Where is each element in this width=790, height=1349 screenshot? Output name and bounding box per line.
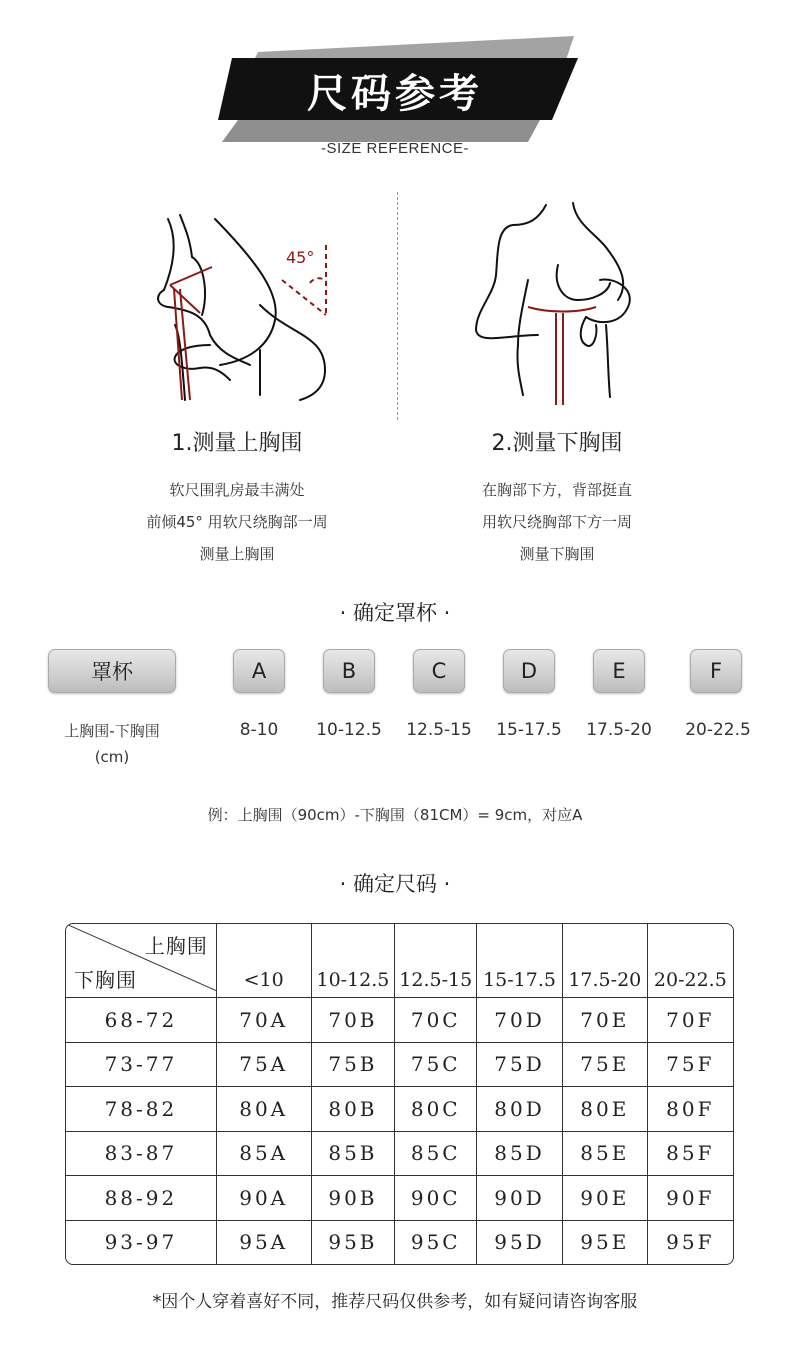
table-row — [66, 1042, 733, 1087]
size-cell: 85E — [562, 1131, 647, 1176]
step-2-line: 用软尺绕胸部下方一周 — [481, 513, 632, 531]
table-row — [66, 1087, 733, 1132]
row-header: 78-82 — [66, 1087, 216, 1132]
page-subtitle: -SIZE REFERENCE- — [320, 140, 469, 157]
size-cell: 75C — [395, 1042, 477, 1087]
size-cell: 85D — [477, 1131, 563, 1176]
cup-section-heading: · 确定罩杯 · — [339, 601, 451, 625]
illustration-divider — [397, 192, 398, 420]
size-cell: 80F — [647, 1087, 733, 1132]
size-cell: 95C — [395, 1220, 477, 1264]
banner-gray-lower-strip — [222, 120, 540, 142]
row-header: 68-72 — [66, 998, 216, 1043]
size-cell: 95E — [562, 1220, 647, 1264]
size-cell: 80D — [477, 1087, 563, 1132]
size-cell: 70F — [647, 998, 733, 1043]
size-cell: 70B — [311, 998, 395, 1043]
size-cell: 90A — [216, 1176, 311, 1221]
table-header-row — [66, 924, 733, 998]
cup-e-range: 17.5-20 — [586, 720, 652, 740]
size-cell: 90C — [395, 1176, 477, 1221]
table-row — [66, 1131, 733, 1176]
size-cell: 70A — [216, 998, 311, 1043]
size-cell: 70C — [395, 998, 477, 1043]
size-cell: 70D — [477, 998, 563, 1043]
column-header: 20-22.5 — [647, 924, 733, 998]
cup-row-label-unit: (cm) — [94, 748, 130, 766]
front-view-figure — [468, 185, 648, 405]
size-cell: 95F — [647, 1220, 733, 1264]
cup-a-range: 8-10 — [239, 720, 279, 740]
size-cell: 90E — [562, 1176, 647, 1221]
table-corner-cell — [66, 924, 216, 998]
step-2-line: 在胸部下方，背部挺直 — [481, 481, 632, 499]
size-cell: 85C — [395, 1131, 477, 1176]
header-banner — [0, 0, 790, 200]
size-cell: 75B — [311, 1042, 395, 1087]
row-header: 93-97 — [66, 1220, 216, 1264]
cup-e-button: E — [593, 649, 645, 693]
corner-top-label: 上胸围 — [144, 934, 208, 958]
table-row — [66, 1176, 733, 1221]
column-header: 12.5-15 — [395, 924, 477, 998]
cup-label-button: 罩杯 — [48, 649, 176, 693]
size-table — [65, 923, 734, 1265]
size-cell: 80B — [311, 1087, 395, 1132]
table-row — [66, 1220, 733, 1264]
size-cell: 80A — [216, 1087, 311, 1132]
size-cell: 75D — [477, 1042, 563, 1087]
cup-row-label — [47, 718, 177, 770]
size-cell: 95A — [216, 1220, 311, 1264]
illustration-underbust — [468, 185, 648, 405]
cup-a-button: A — [233, 649, 285, 693]
cup-c-button: C — [413, 649, 465, 693]
row-header: 73-77 — [66, 1042, 216, 1087]
size-cell: 70E — [562, 998, 647, 1043]
cup-f-button: F — [690, 649, 742, 693]
angle-label: 45° — [286, 248, 315, 267]
size-cell: 75F — [647, 1042, 733, 1087]
cup-example-text: 例：上胸围（90cm）-下胸围（81CM）= 9cm，对应A — [207, 806, 583, 824]
footnote: *因个人穿着喜好不同，推荐尺码仅供参考，如有疑问请咨询客服 — [152, 1292, 638, 1312]
step-1-line: 测量上胸围 — [199, 545, 275, 563]
cup-d-button: D — [503, 649, 555, 693]
table-row — [66, 998, 733, 1043]
column-header: <10 — [216, 924, 311, 998]
illustration-overbust — [150, 185, 340, 405]
column-header: 10-12.5 — [311, 924, 395, 998]
size-cell: 90D — [477, 1176, 563, 1221]
size-cell: 85F — [647, 1131, 733, 1176]
page-title: 尺码参考 — [307, 71, 483, 117]
cup-row-label-line: 上胸围-下胸围 — [64, 722, 160, 740]
corner-bottom-label: 下胸围 — [74, 968, 137, 992]
cup-f-range: 20-22.5 — [685, 720, 751, 740]
size-cell: 85A — [216, 1131, 311, 1176]
cup-b-button: B — [323, 649, 375, 693]
step-1-line: 软尺围乳房最丰满处 — [169, 481, 305, 499]
size-cell: 80E — [562, 1087, 647, 1132]
size-cell: 90F — [647, 1176, 733, 1221]
size-cell: 80C — [395, 1087, 477, 1132]
size-cell: 95B — [311, 1220, 395, 1264]
size-section-heading: · 确定尺码 · — [339, 872, 451, 896]
size-cell: 75E — [562, 1042, 647, 1087]
cup-b-range: 10-12.5 — [316, 720, 382, 740]
step-2-line: 测量下胸围 — [519, 545, 595, 563]
cup-d-range: 15-17.5 — [496, 720, 562, 740]
column-header: 15-17.5 — [477, 924, 563, 998]
cup-c-range: 12.5-15 — [406, 720, 472, 740]
size-cell: 75A — [216, 1042, 311, 1087]
step-1-title: 1.测量上胸围 — [171, 431, 303, 456]
side-view-figure — [150, 185, 340, 405]
row-header: 83-87 — [66, 1131, 216, 1176]
column-header: 17.5-20 — [562, 924, 647, 998]
step-1-line: 前倾45° 用软尺绕胸部一周 — [146, 513, 328, 531]
row-header: 88-92 — [66, 1176, 216, 1221]
size-cell: 85B — [311, 1131, 395, 1176]
step-1-description — [87, 474, 387, 570]
size-cell: 95D — [477, 1220, 563, 1264]
size-cell: 90B — [311, 1176, 395, 1221]
size-grid — [66, 924, 733, 1264]
step-2-description — [407, 474, 707, 570]
step-2-title: 2.测量下胸围 — [491, 431, 623, 456]
